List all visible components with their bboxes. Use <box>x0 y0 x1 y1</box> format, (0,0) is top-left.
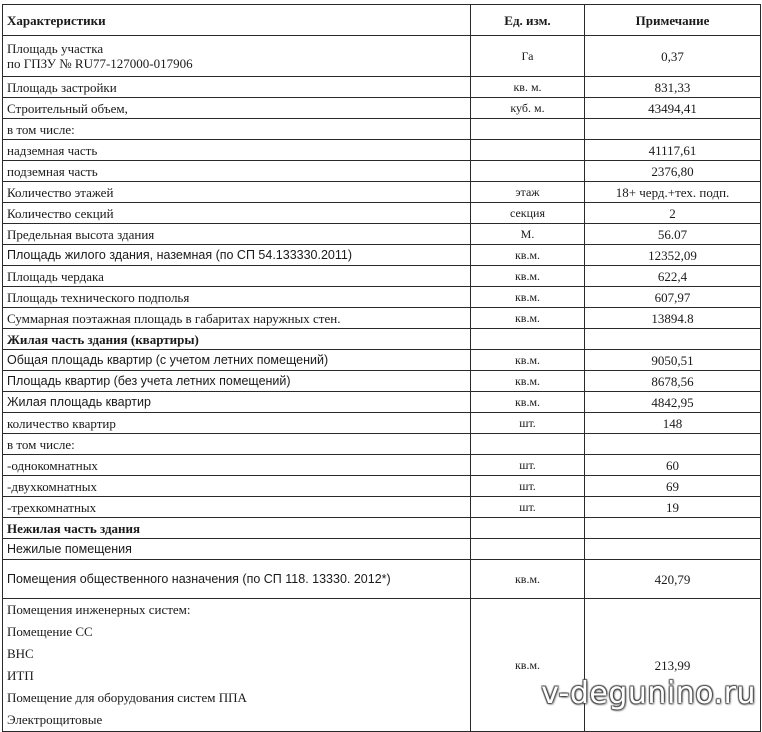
row-value: 69 <box>585 476 761 497</box>
table-row <box>3 308 761 329</box>
row-value: 56.07 <box>585 224 761 245</box>
row-label: Суммарная поэтажная площадь в габаритах наружных стен. <box>3 308 471 329</box>
section-nonresidential: Нежилая часть здания <box>3 518 471 539</box>
row-label: надземная часть <box>3 140 471 161</box>
table-row <box>3 455 761 476</box>
section-row <box>3 518 761 539</box>
watermark: v-degunino.ru <box>541 676 756 711</box>
table-header <box>3 5 761 36</box>
row-unit: шт. <box>471 497 585 518</box>
table-row <box>3 413 761 434</box>
table-row <box>3 266 761 287</box>
row-label: -трехкомнатных <box>3 497 471 518</box>
plot-area-line1: Площадь участка <box>7 41 104 56</box>
row-value: 607,97 <box>585 287 761 308</box>
eng-line: ИТП <box>7 668 34 683</box>
row-unit: кв.м. <box>471 350 585 371</box>
row-label: Площадь чердака <box>3 266 471 287</box>
row-value <box>585 329 761 350</box>
row-value <box>585 119 761 140</box>
row-label: Общая площадь квартир (с учетом летних помещений) <box>3 350 471 371</box>
table-row <box>3 560 761 599</box>
row-label: Площадь технического подполья <box>3 287 471 308</box>
row-label: -двухкомнатных <box>3 476 471 497</box>
table-row <box>3 182 761 203</box>
row-label: Жилая площадь квартир <box>3 392 471 413</box>
row-label: в том числе: <box>3 434 471 455</box>
row-label: в том числе: <box>3 119 471 140</box>
row-label: Площадь квартир (без учета летних помещений) <box>3 371 471 392</box>
row-unit: кв.м. <box>471 560 585 599</box>
section-residential: Жилая часть здания (квартиры) <box>3 329 471 350</box>
row-value: 60 <box>585 455 761 476</box>
table-row <box>3 161 761 182</box>
row-unit <box>471 161 585 182</box>
row-unit: М. <box>471 224 585 245</box>
row-value: 420,79 <box>585 560 761 599</box>
row-unit: кв.м. <box>471 308 585 329</box>
row-value: 43494,41 <box>585 98 761 119</box>
row-value <box>585 539 761 560</box>
row-value: 213,99 <box>585 599 761 732</box>
row-value: 4842,95 <box>585 392 761 413</box>
plot-area-line2: по ГПЗУ № RU77-127000-017906 <box>7 56 193 71</box>
row-unit <box>471 329 585 350</box>
characteristics-table <box>2 4 761 732</box>
row-unit: кв.м. <box>471 371 585 392</box>
row-value: 0,37 <box>585 36 761 77</box>
row-value: 2376,80 <box>585 161 761 182</box>
engineering-systems-cell <box>3 599 471 732</box>
row-label: Строительный объем, <box>3 98 471 119</box>
row-unit <box>471 119 585 140</box>
row-unit: кв.м. <box>471 287 585 308</box>
row-value: 13894.8 <box>585 308 761 329</box>
table-row <box>3 599 761 732</box>
row-value: 12352,09 <box>585 245 761 266</box>
eng-line: Помещение для оборудования систем ППА <box>7 690 247 705</box>
row-unit: этаж <box>471 182 585 203</box>
table-row <box>3 371 761 392</box>
row-unit: куб. м. <box>471 98 585 119</box>
table-row <box>3 392 761 413</box>
row-unit: кв.м. <box>471 599 585 732</box>
row-value: 9050,51 <box>585 350 761 371</box>
row-unit: кв.м. <box>471 245 585 266</box>
eng-line: Помещения инженерных систем: <box>7 602 191 617</box>
row-value <box>585 434 761 455</box>
table-row <box>3 36 761 77</box>
table-row <box>3 434 761 455</box>
table-row <box>3 140 761 161</box>
row-unit: секция <box>471 203 585 224</box>
row-label: количество квартир <box>3 413 471 434</box>
row-value <box>585 518 761 539</box>
table-row <box>3 497 761 518</box>
row-value: 831,33 <box>585 77 761 98</box>
row-unit <box>471 539 585 560</box>
row-unit <box>471 140 585 161</box>
row-label: Площадь застройки <box>3 77 471 98</box>
row-unit: шт. <box>471 455 585 476</box>
row-value: 41117,61 <box>585 140 761 161</box>
row-value: 18+ черд.+тех. подп. <box>585 182 761 203</box>
row-unit: шт. <box>471 476 585 497</box>
row-unit: кв.м. <box>471 392 585 413</box>
table-row <box>3 287 761 308</box>
table-row <box>3 476 761 497</box>
header-note: Примечание <box>585 5 761 36</box>
row-label: подземная часть <box>3 161 471 182</box>
row-value: 2 <box>585 203 761 224</box>
section-row <box>3 329 761 350</box>
table-row <box>3 203 761 224</box>
row-label: -однокомнатных <box>3 455 471 476</box>
row-label <box>3 36 471 77</box>
row-unit <box>471 434 585 455</box>
row-label: Нежилые помещения <box>3 539 471 560</box>
row-value: 19 <box>585 497 761 518</box>
table-row <box>3 539 761 560</box>
eng-line: Помещение СС <box>7 624 93 639</box>
eng-line: Электрощитовые <box>7 712 103 727</box>
row-label: Предельная высота здания <box>3 224 471 245</box>
table-row <box>3 77 761 98</box>
row-unit: кв.м. <box>471 266 585 287</box>
header-unit: Ед. изм. <box>471 5 585 36</box>
row-value: 622,4 <box>585 266 761 287</box>
row-label: Количество секций <box>3 203 471 224</box>
row-unit: Га <box>471 36 585 77</box>
row-label: Площадь жилого здания, наземная (по СП 54.133330.2011) <box>3 245 471 266</box>
row-unit: кв. м. <box>471 77 585 98</box>
row-unit: шт. <box>471 413 585 434</box>
eng-line: ВНС <box>7 646 34 661</box>
table-row <box>3 224 761 245</box>
table-row <box>3 350 761 371</box>
table-row <box>3 98 761 119</box>
row-unit <box>471 518 585 539</box>
row-value: 8678,56 <box>585 371 761 392</box>
table-row <box>3 119 761 140</box>
table-row <box>3 245 761 266</box>
row-label: Количество этажей <box>3 182 471 203</box>
row-label: Помещения общественного назначения (по СП 118. 13330. 2012*) <box>3 560 471 599</box>
row-value: 148 <box>585 413 761 434</box>
header-characteristics: Характеристики <box>3 5 471 36</box>
